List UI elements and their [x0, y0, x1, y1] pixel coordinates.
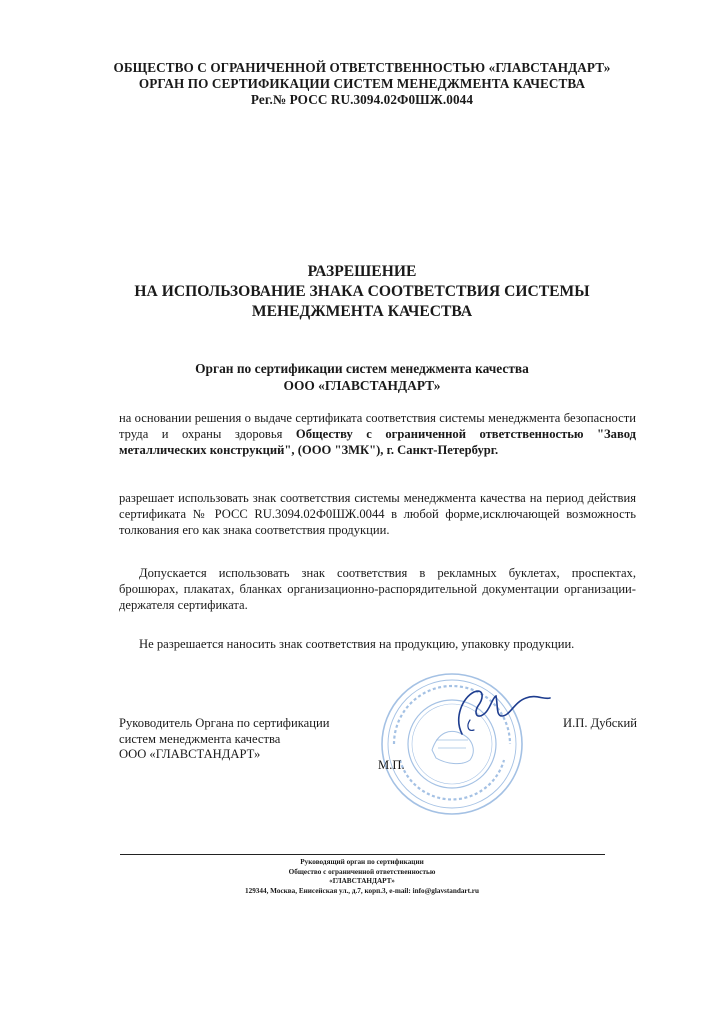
- header-line-2: ОРГАН ПО СЕРТИФИКАЦИИ СИСТЕМ МЕНЕДЖМЕНТА КАЧЕСТВА: [138, 76, 586, 91]
- prohibited-usage-paragraph: Не разрешается наносить знак соответствия на продукцию, упаковку продукции.: [139, 637, 575, 651]
- header-registration-number: Рег.№ РОСС RU.3094.02Ф0ШЖ.0044: [250, 92, 474, 107]
- handwritten-signature: [440, 676, 560, 746]
- title-line-2: НА ИСПОЛЬЗОВАНИЕ ЗНАКА СООТВЕТСТВИЯ СИСТЕМЫ: [134, 283, 590, 300]
- signatory-role-line-1: Руководитель Органа по сертификации: [119, 716, 330, 730]
- signatory-name: И.П. Дубский: [563, 716, 637, 730]
- certification-body: [0, 360, 724, 394]
- footer-line-3: «ГЛАВСТАНДАРТ»: [329, 877, 395, 885]
- footer-divider: [120, 854, 605, 855]
- signatory-role-line-3: ООО «ГЛАВСТАНДАРТ»: [119, 747, 261, 761]
- permission-paragraph: разрешает использовать знак соответствия системы менеджмента качества на период действия сертификата № РОСС RU.3094.02Ф0ШЖ.0044 в любой форме,исключающей возможность толкования его как знака соответствия продукции.: [119, 491, 636, 537]
- organ-line-1: Орган по сертификации систем менеджмента качества: [195, 361, 529, 376]
- seal-label: М.П.: [378, 758, 405, 772]
- signatory-role-line-2: систем менеджмента качества: [119, 731, 281, 746]
- organ-line-2: ООО «ГЛАВСТАНДАРТ»: [283, 378, 441, 393]
- basis-text: на основании решения о выдаче сертификата соответствия системы менеджмента безопасности труда и охраны здоровья: [119, 411, 636, 441]
- title-line-3: МЕНЕДЖМЕНТА КАЧЕСТВА: [251, 303, 473, 320]
- signatory-role: [119, 716, 329, 763]
- footer-line-1: Руководящий орган по сертификации: [300, 858, 424, 866]
- organization-header: [0, 60, 724, 108]
- header-line-1: ОБЩЕСТВО С ОГРАНИЧЕННОЙ ОТВЕТСТВЕННОСТЬЮ «ГЛАВСТАНДАРТ»: [113, 60, 611, 75]
- document-title: [0, 262, 724, 322]
- allowed-usage-paragraph: Допускается использовать знак соответствия в рекламных буклетах, проспектах, брошюрах, плакатах, бланках организационно-распорядительной документации организации-держателя сертификата.: [119, 566, 636, 612]
- footer: [0, 858, 724, 896]
- basis-paragraph: [119, 410, 636, 458]
- footer-line-2: Общество с ограниченной ответственностью: [288, 867, 436, 876]
- footer-address: 129344, Москва, Енисейская ул., д.7, корп.3, e-mail: info@glavstandart.ru: [245, 886, 479, 895]
- recipient-company: Обществу с ограниченной ответственностью "Завод металлических конструкций", (ООО "ЗМК"), г. Санкт-Петербург.: [119, 427, 636, 457]
- title-line-1: РАЗРЕШЕНИЕ: [307, 263, 417, 280]
